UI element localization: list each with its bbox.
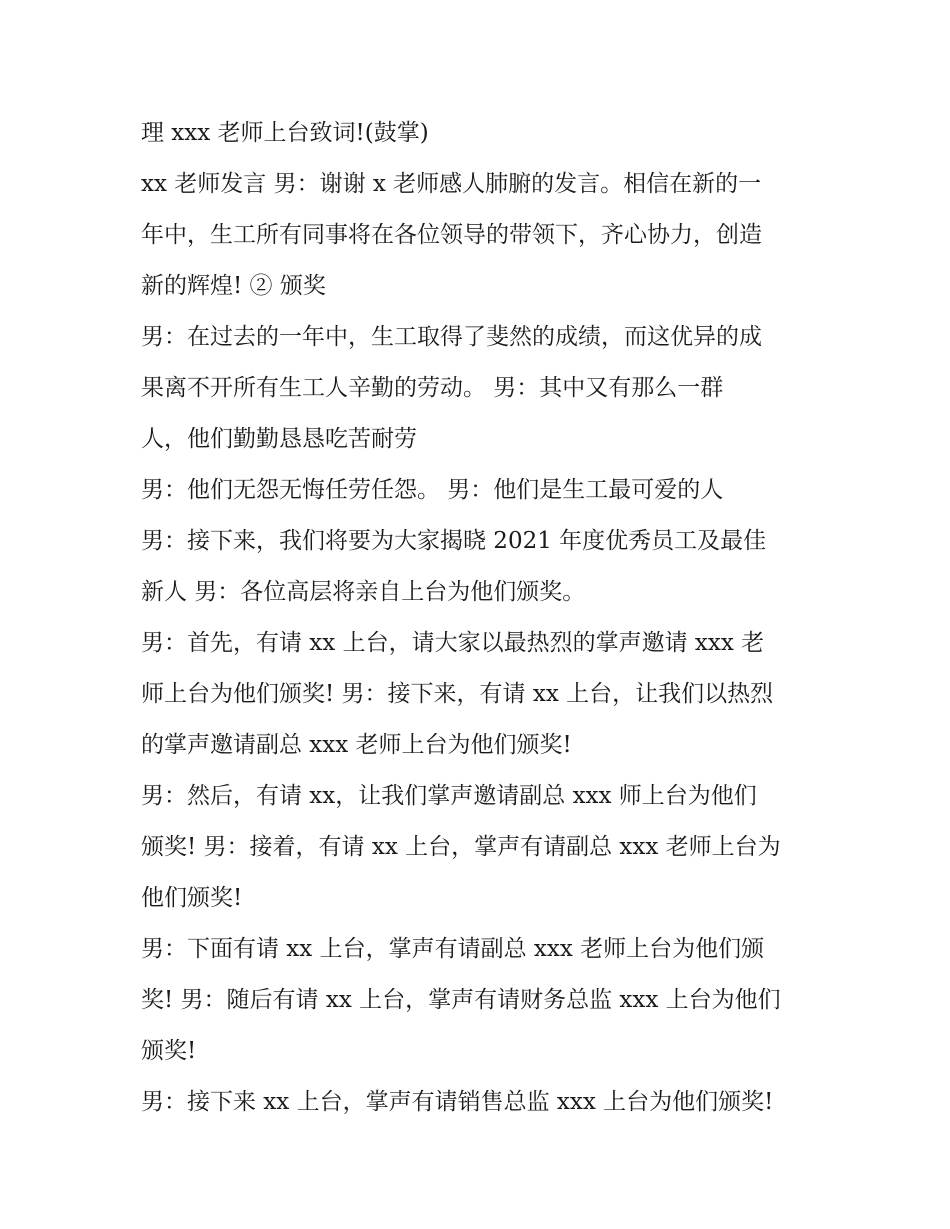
text-line: 他们颁奖!: [141, 885, 243, 911]
text-line: 师上台为他们颁奖! 男：接下来，有请 xx 上台，让我们以热烈: [141, 681, 774, 707]
text-line: 男：接下来，我们将要为大家揭晓 2021 年度优秀员工及最佳: [141, 528, 767, 554]
text-line: 人，他们勤勤恳恳吃苦耐劳: [141, 426, 417, 452]
text-line: 理 xxx 老师上台致词!(鼓掌): [141, 120, 429, 146]
text-line: 颁奖! 男：接着，有请 xx 上台，掌声有请副总 xxx 老师上台为: [141, 834, 781, 860]
text-line: 男：他们无怨无悔任劳任怨。 男：他们是生工最可爱的人: [141, 477, 724, 503]
text-line: xx 老师发言 男：谢谢 x 老师感人肺腑的发言。相信在新的一: [141, 171, 762, 197]
text-line: 男：接下来 xx 上台，掌声有请销售总监 xxx 上台为他们颁奖!: [141, 1089, 774, 1115]
text-line: 男：然后，有请 xx，让我们掌声邀请副总 xxx 师上台为他们: [141, 783, 757, 809]
text-line: 男：下面有请 xx 上台，掌声有请副总 xxx 老师上台为他们颁: [141, 936, 765, 962]
text-line: 新人 男：各位高层将亲自上台为他们颁奖。: [141, 579, 586, 605]
text-line: 年中，生工所有同事将在各位领导的带领下，齐心协力，创造: [141, 222, 762, 248]
text-line: 男：在过去的一年中，生工取得了斐然的成绩，而这优异的成: [141, 324, 762, 350]
text-line: 奖! 男：随后有请 xx 上台，掌声有请财务总监 xxx 上台为他们: [141, 987, 781, 1013]
text-line: 男：首先，有请 xx 上台，请大家以最热烈的掌声邀请 xxx 老: [141, 630, 765, 656]
text-line: 颁奖!: [141, 1038, 197, 1064]
text-line: 果离不开所有生工人辛勤的劳动。 男：其中又有那么一群: [141, 375, 724, 401]
text-line: 新的辉煌! ② 颁奖: [141, 273, 326, 299]
body-text: [141, 108, 821, 1128]
text-line: 的掌声邀请副总 xxx 老师上台为他们颁奖!: [141, 732, 572, 758]
